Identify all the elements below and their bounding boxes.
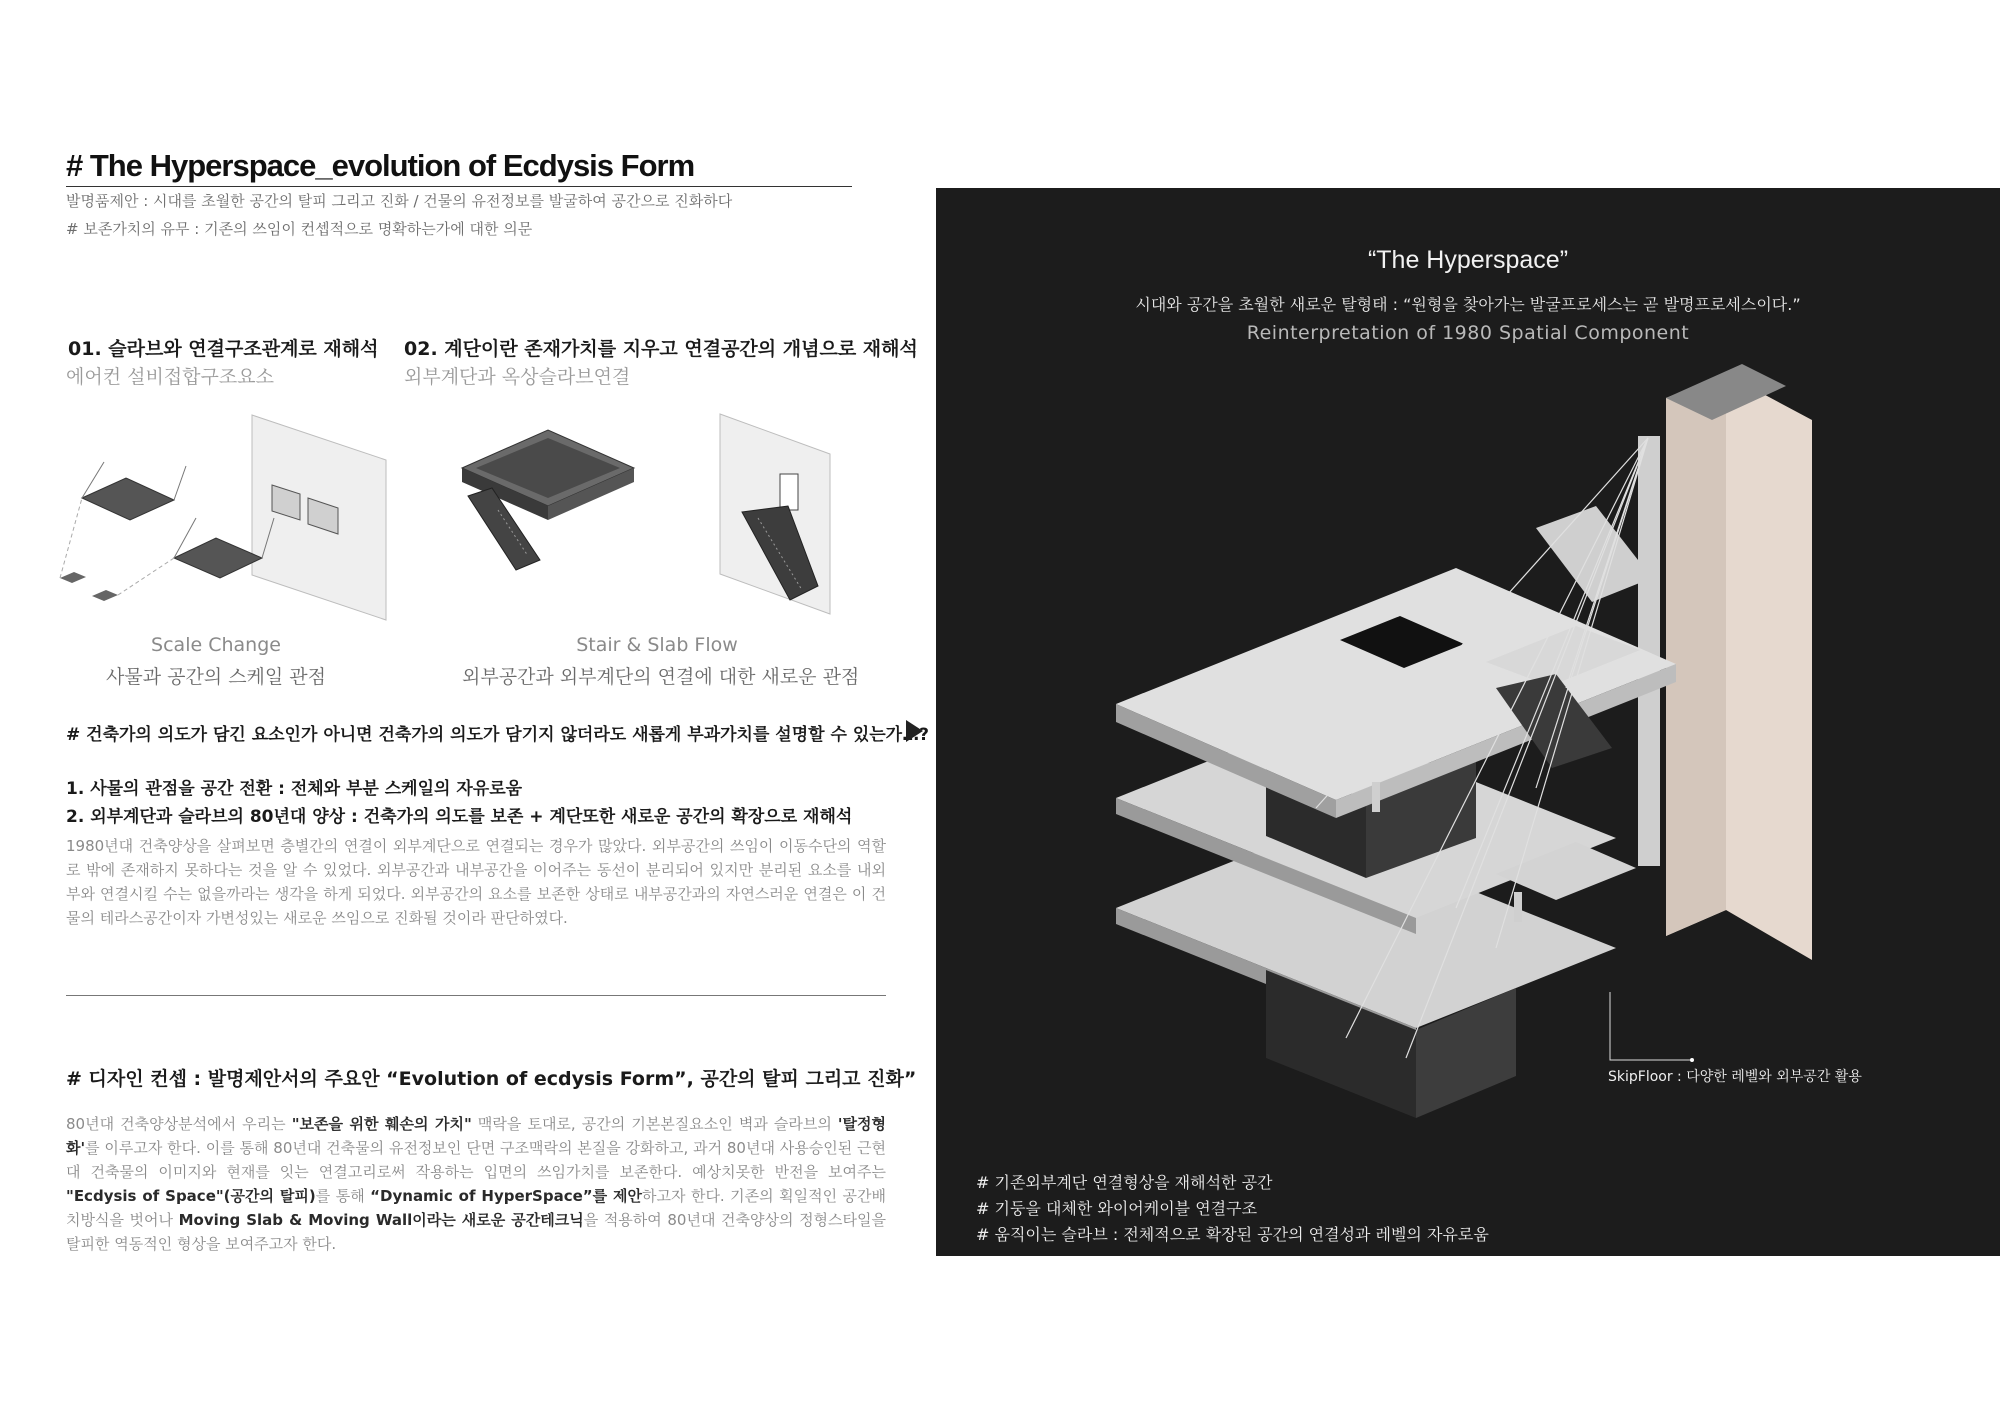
skip-leader-dot <box>1690 1058 1694 1062</box>
dashed-guide-1 <box>60 498 82 578</box>
title-rule <box>66 186 852 187</box>
section2-caption-en: Stair & Slab Flow <box>576 634 738 656</box>
section1-illustration <box>56 400 396 630</box>
dashed-guide-2 <box>118 558 174 595</box>
panel-note-1: # 기존외부계단 연결형상을 재해석한 공간 <box>976 1173 1273 1192</box>
proposal-line: 발명품제안 : 시대를 초월한 공간의 탈피 그리고 진화 / 건물의 유전정보를 발굴하여 공간으로 진화하다 <box>66 192 733 210</box>
slab-2 <box>174 538 262 578</box>
panel-note-2: # 기둥을 대체한 와이어케이블 연결구조 <box>976 1199 1258 1218</box>
mini-slab-1 <box>60 572 86 583</box>
section-divider <box>66 995 886 996</box>
arrow-right-icon <box>906 720 923 742</box>
point-1: 1. 사물의 관점을 공간 전환 : 전체와 부분 스케일의 자유로움 <box>66 779 523 799</box>
slab-1 <box>82 478 174 520</box>
skip-leader-line <box>1610 992 1692 1060</box>
section2-caption-ko: 외부공간과 외부계단의 연결에 대한 새로운 관점 <box>462 666 860 688</box>
stair-upper <box>1536 506 1652 602</box>
question-line: # 건축가의 의도가 담긴 요소인가 아니면 건축가의 의도가 담기지 않더라도 새롭게 부과가치를 설명할 수 있는가…? <box>66 725 929 745</box>
panel-quote: 시대와 공간을 초월한 새로운 탈형태 : “원형을 찾아가는 발굴프로세스는 곧 발명프로세스이다.” <box>1135 295 1801 314</box>
door <box>780 474 798 510</box>
panel-subtitle: Reinterpretation of 1980 Spatial Component <box>1246 322 1690 344</box>
design-concept-title: # 디자인 컨셉 : 발명제안서의 주요안 “Evolution of ecdysis Form”, 공간의 탈피 그리고 진화” <box>66 1068 917 1090</box>
section1-subtitle: 에어컨 설비접합구조요소 <box>66 366 274 388</box>
cable-2 <box>174 466 186 500</box>
point-2: 2. 외부계단과 슬라브의 80년대 양상 : 건축가의 의도를 보존 + 계단또한 새로운 공간의 확장으로 재해석 <box>66 807 853 827</box>
section1-caption-en: Scale Change <box>151 634 281 656</box>
page-title: # The Hyperspace_evolution of Ecdysis Form <box>66 148 695 183</box>
section1-title: 01. 슬라브와 연결구조관계로 재해석 <box>68 338 379 360</box>
person-1 <box>1372 782 1380 812</box>
section1-caption-ko: 사물과 공간의 스케일 관점 <box>105 666 326 688</box>
mini-slab-2 <box>92 590 118 601</box>
person-2 <box>1514 892 1522 922</box>
panel-note-3: # 움직이는 슬라브 : 전체적으로 확장된 공간의 연결성과 레벨의 자유로움 <box>976 1225 1489 1244</box>
section2-illustration <box>458 410 878 635</box>
brick-wall-side <box>1666 374 1726 936</box>
analysis-paragraph: 1980년대 건축양상을 살펴보면 층별간의 연결이 외부계단으로 연결되는 경우가 많았다. 외부공간의 쓰임이 이동수단의 역할로 밖에 존재하지 못하다는 것을 알 수 있었다. 외부공간과 내부공간을 이어주는 동선이 분리되어 있지만 분리된 요소를 내외부와 연결시킬 수는 없을까라는 생각을 하게 되었다. 외부공간의 요소를 보존한 상태로 내부공간과의 자연스러운 연결은 이 건물의 테라스공간이자 가변성있는 새로운 쓰임으로 진화될 것이라 판단하였다. <box>66 837 886 927</box>
design-concept-paragraph: 80년대 건축양상분석에서 우리는 "보존을 위한 훼손의 가치" 맥락을 토대로, 공간의 기본본질요소인 벽과 슬라브의 '탈정형화'를 이루고자 한다. 이를 통해 80년대 건축물의 유전정보인 단면 구조맥락의 본질을 강화하고, 과거 80년대 사용승인된 근현대 건축물의 이미지와 현재를 잇는 연결고리로써 작용하는 입면의 쓰임가치를 보존한다. 예상치못한 반전을 보여주는 "Ecdysis of Space"(공간의 탈피)를 통해 “Dynamic of HyperSpace”를 제안하고자 한다. 기존의 획일적인 공간배치방식을 벗어나 Moving Slab & Moving Wall이라는 새로운 공간테크닉을 적용하여 80년대 건축양상의 정형스타일을 탈피한 역동적인 형상을 보여주고자 한다. <box>66 1115 887 1253</box>
skipfloor-label: SkipFloor : 다양한 레벨와 외부공간 활용 <box>1608 1069 1862 1085</box>
value-question: # 보존가치의 유무 : 기존의 쓰임이 컨셉적으로 명확하는가에 대한 의문 <box>66 220 533 238</box>
hyperspace-panel <box>936 188 2000 1256</box>
section2-title: 02. 계단이란 존재가치를 지우고 연결공간의 개념으로 재해석 <box>404 338 918 360</box>
panel-title: “The Hyperspace” <box>1367 246 1569 274</box>
axonometric-illustration <box>936 188 2000 1256</box>
section2-subtitle: 외부계단과 옥상슬라브연결 <box>404 366 631 388</box>
